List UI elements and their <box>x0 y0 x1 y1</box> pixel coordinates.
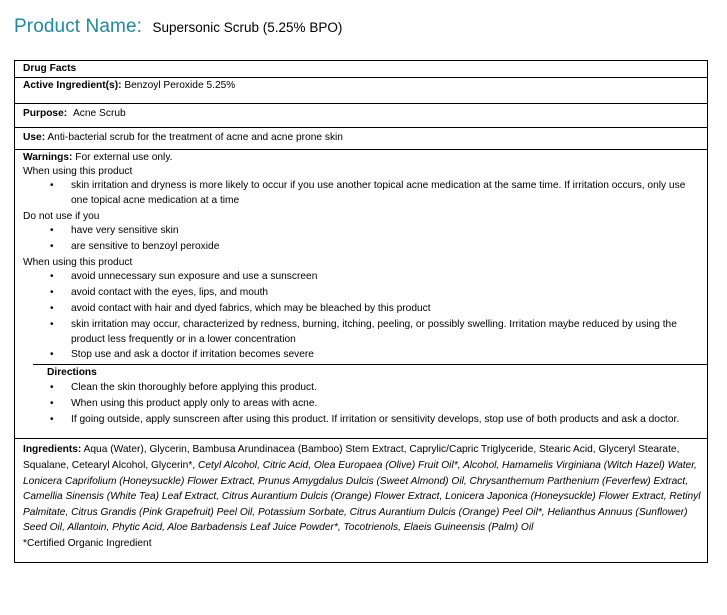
warnings-label: Warnings: <box>23 151 73 163</box>
warnings-group3-head: When using this product <box>23 256 133 268</box>
warnings-intro: For external use only. <box>75 151 173 163</box>
drug-facts-title: Drug Facts <box>23 63 77 74</box>
list-item: • have very sensitive skin <box>50 225 179 237</box>
warnings-group2-head: Do not use if you <box>23 210 100 222</box>
warnings-row <box>15 150 707 440</box>
use-value: Anti-bacterial scrub for the treatment of acne and acne prone skin <box>47 132 343 144</box>
warnings-group3-list <box>23 270 701 362</box>
ingredients-plain: Aqua (Water), Glycerin, Bambusa Arundinacea (Bamboo) Stem Extract, Caprylic/Capric Triglyceride, Stearic Acid, Glyceryl Stearate, Squalane, Cetearyl Alcohol, Glycerin*, <box>23 444 680 472</box>
drug-facts-table <box>14 60 708 563</box>
warnings-group1-list <box>23 179 701 208</box>
directions-list <box>23 381 701 427</box>
warnings-group1-head: When using this product <box>23 166 133 178</box>
list-item: • Stop use and ask a doctor if irritation becomes severe <box>50 349 314 361</box>
list-item: • avoid contact with the eyes, lips, and mouth <box>50 287 269 299</box>
ingredients-row <box>15 439 707 561</box>
list-item: • If going outside, apply sunscreen after using this product. If irritation or sensitivity develops, stop use of both products and ask a doctor. <box>50 413 680 425</box>
warnings-group2-list <box>23 224 701 254</box>
list-item: • avoid unnecessary sun exposure and use a sunscreen <box>50 271 318 283</box>
use-row <box>15 128 707 149</box>
active-ingredient-value: Benzoyl Peroxide 5.25% <box>124 80 236 92</box>
ingredients-footnote: *Certified Organic Ingredient <box>23 538 152 549</box>
ingredients-label: Ingredients: <box>23 444 82 456</box>
product-name-header <box>14 16 342 38</box>
use-label: Use: <box>23 132 46 144</box>
list-item: • avoid contact with hair and dyed fabrics, which may be bleached by this product <box>50 303 431 315</box>
product-name-value: Supersonic Scrub (5.25% BPO) <box>152 20 343 35</box>
list-item: • are sensitive to benzoyl peroxide <box>50 241 220 253</box>
active-ingredient-label: Active Ingredient(s): <box>23 80 122 92</box>
ingredients-italic: Cetyl Alcohol, Citric Acid, Olea Europaea (Olive) Fruit Oil*, Alcohol, Hamamelis Virginiana (Witch Hazel) Water, Lonicera Caprifolium (Honeysuckle) Flower Extract, Prunus Amygdalus Dulcis (Sweet Almond) Oil, Chrysanthemum Parthenium (Feverfew) Extract, Camellia Sinensis (White Tea) Leaf Extract, Citrus Aurantium Dulcis (Orange) Flower Extract, Lonicera Japonica (Honeysuckle) Flower Extract, Retinyl Palmitate, Citrus Grandis (Pink Grapefruit) Peel Oil, Potassium Sorbate, Citrus Aurantium Dulcis (Orange) Peel Oil*, Helianthus Annuus (Sunflower) Seed Oil, Allantoin, Phytic Acid, Aloe Barbadensis Leaf Juice Powder*, Tocotrienols, Elaeis Guineensis (Palm) Oil <box>23 460 701 534</box>
product-name-label: Product Name: <box>14 16 143 37</box>
directions-divider <box>33 364 707 365</box>
list-item: • skin irritation and dryness is more likely to occur if you use another topical acne medication at the same time. If irritation occurs, only use one topical acne medication at a time <box>50 180 686 206</box>
active-ingredient-row <box>15 78 707 103</box>
purpose-value: Acne Scrub <box>73 107 126 119</box>
directions-label: Directions <box>47 367 97 379</box>
drug-facts-title-row <box>15 61 707 78</box>
purpose-label: Purpose: <box>23 107 68 119</box>
list-item: • skin irritation may occur, characterized by redness, burning, itching, peeling, or possibly swelling. Irritation maybe reduced by using the product less frequently or in a lower concentration <box>50 319 677 345</box>
list-item: • When using this product apply only to areas with acne. <box>50 397 318 409</box>
list-item: • Clean the skin thoroughly before applying this product. <box>50 381 317 393</box>
purpose-row <box>15 104 707 128</box>
